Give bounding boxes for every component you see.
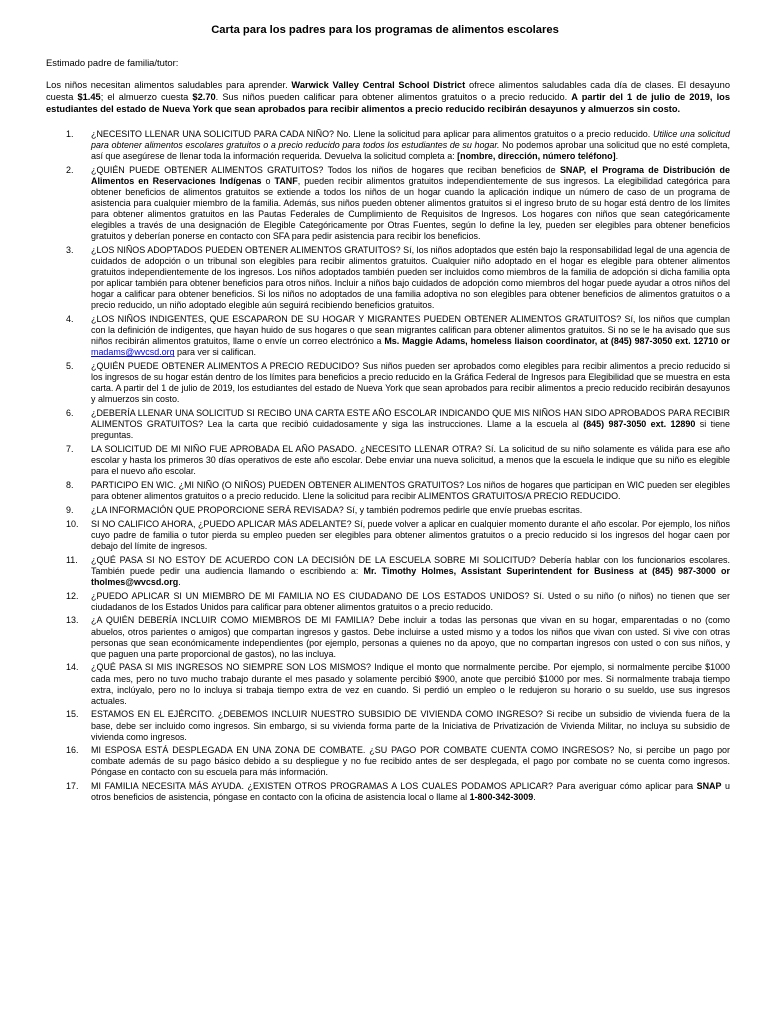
item-number: 8. [66,479,74,490]
item-text: ¿QUÉ PASA SI MIS INGRESOS NO SIEMPRE SON LOS MISMOS? Indique el monto que normalmente percibe. Por ejemplo, si normalmente percibe $1000 cada mes, pero no tuvo mucho trabajo durante el mes pasado y solamente percibió $900, anote que percibió $1000 por mes. Si normalmente trabaja tiempo extra, inclúyalo, pero no lo incluya si trabaja tiempo extra de vez en cuando. Si perdió un empleo o le redujeron su horario o su sueldo, use sus ingresos actuales. [91,662,730,706]
item-number: 6. [66,408,74,419]
item-text: para ver si califican. [174,347,257,358]
intro-text: ; el almuerzo cuesta [100,92,193,103]
lunch-price: $2.70 [192,92,216,103]
item-number: 7. [66,444,74,455]
item-number: 10. [66,518,79,529]
item-text: No podemos aprobar una solicitud que no esté completa, así que asegúrese de llenar toda la información requerida. Devuelva la solicitud completa a: [91,140,730,162]
item-number: 13. [66,615,79,626]
item-number: 17. [66,781,79,792]
intro-notice: A partir del 1 de julio de 2019, los estudiantes del estado de Nueva York que sean aprobados para recibir alimentos a precio reducido recibirán desayunos y almuerzos sin costo. [46,92,731,115]
item-number: 3. [66,245,74,256]
faq-item [46,781,730,803]
program-name: SNAP [696,781,722,792]
faq-item [46,480,730,502]
item-text: ¿QUIÉN PUEDE OBTENER ALIMENTOS A PRECIO REDUCIDO? Sus niños pueden ser aprobados como elegibles para recibir alimentos a precio reducido si los ingresos de su hogar están dentro de los límites para beneficios a precio reducido en la Gráfica Federal de Ingresos para Elegibilidad que se muestra en esta carta. A partir del 1 de julio de 2019, los estudiantes del estado de Nueva York que sean aprobados para recibir alimentos a precio reducido recibirán desayunos y almuerzos sin costo. [91,361,730,405]
item-text: . [615,151,619,162]
item-text: LA SOLICITUD DE MI NIÑO FUE APROBADA EL AÑO PASADO. ¿NECESITO LLENAR OTRA? Sí. La solicitud de su niño solamente es válida para ese año escolar y hasta los primeros 30 días operativos de este año escolar. Debe enviar una nueva solicitud, a menos que la escuela le indique que su niño es elegible para el nuevo año escolar. [91,444,730,477]
intro-text: ofrece alimentos saludables cada día de clases. El desayuno cuesta [46,80,730,103]
intro-paragraph [46,79,730,116]
return-address: [nombre, dirección, número teléfono] [457,151,616,162]
faq-item [46,709,730,742]
faq-item [46,129,730,162]
item-number: 15. [66,709,79,720]
faq-item [46,444,730,477]
item-text: ¿LOS NIÑOS ADOPTADOS PUEDEN OBTENER ALIMENTOS GRATUITOS? Sí, los niños adoptados que estén bajo la responsabilidad legal de una agencia de cuidados de adopción o un tribunal son elegibles para recibir alimentos gratuitos. Cualquier niño adoptado en el hogar es elegible para obtener alimentos gratuitos independientemente de los ingresos. Los niños adoptados también pueden ser incluidos como miembros de la familia de adopción si dicha familia opta por aplicar también para obtener beneficios para otros niños. Incluir a niños bajo cuidados de adopción como miembros del hogar puede ayudar a otros niños del hogar a calificar para obtener beneficios. Si los niños no adoptados de una familia adoptiva no son elegibles para obtener beneficios de alimentos gratuitos o a precio reducido, un niño adoptado elegible aún seguirá recibiendo beneficios gratuitos. [91,245,730,311]
faq-item [46,591,730,613]
faq-item [46,245,730,311]
item-italic-text: Utilice una solicitud para obtener alimentos escolares gratuitos o a precio reducido para todos los estudiantes de su hogar. [91,129,730,151]
faq-item [46,519,730,552]
faq-item [46,555,730,588]
intro-text: . Sus niños pueden calificar para obtener alimentos gratuitos o a precio reducido. [215,92,572,103]
item-text: si tiene preguntas. [91,419,730,441]
item-text: MI FAMILIA NECESITA MÁS AYUDA. ¿EXISTEN OTROS PROGRAMAS A LOS CUALES PODAMOS APLICAR? Para averiguar cómo aplicar para [91,781,697,792]
item-text: ¿LOS NIÑOS INDIGENTES, QUE ESCAPARON DE SU HOGAR Y MIGRANTES PUEDEN OBTENER ALIMENTOS GRATUITOS? Sí, los niños que cumplan con la definición de indigentes, que hayan huido de sus hogares o que sean migrantes califican para obtener alimentos gratuitos. Si no se le ha avisado que sus niños recibirán alimentos gratuitos, llame o envíe un correo electrónico a [91,314,730,347]
item-number: 2. [66,164,74,175]
faq-item [46,361,730,405]
district-name: Warwick Valley Central School District [291,80,466,90]
item-text: ¿QUIÉN PUEDE OBTENER ALIMENTOS GRATUITOS? Todos los niños de hogares que reciban beneficios de [91,164,560,175]
item-text: MI ESPOSA ESTÁ DESPLEGADA EN UNA ZONA DE COMBATE. ¿SU PAGO POR COMBATE CUENTA COMO INGRESOS? No, si percibe un pago por combate además de su pago básico debido a su despliegue y no fue recibido antes de ser desplegada, el pago por combate no se cuenta como ingresos. Póngase en contacto con su escuela para más información. [91,745,730,778]
faq-item [46,745,730,778]
item-text: u otros beneficios de asistencia, póngase en contacto con la oficina de asistencia local o llame al [91,781,730,803]
breakfast-price: $1.45 [77,92,101,103]
email-link[interactable]: madams@wvcsd.org [91,347,175,358]
salutation: Estimado padre de familia/tutor: [46,57,179,68]
item-text: . [533,792,536,803]
contact-info: Ms. Maggie Adams, homeless liaison coordinator, at (845) 987-3050 ext. 12710 or [384,336,730,347]
item-text: ¿LA INFORMACIÓN QUE PROPORCIONE SERÁ REVISADA? Sí, y también podremos pedirle que envíe pruebas escritas. [91,504,583,515]
item-text: SI NO CALIFICO AHORA, ¿PUEDO APLICAR MÁS ADELANTE? Sí, puede volver a aplicar en cualquier momento durante el año escolar. Por ejemplo, los niños cuyo padre de familia o tutor pierda su empleo pueden ser elegibles para obtener alimentos gratuitos o a precio reducido si los ingresos del hogar caen por debajo del límite de ingresos. [91,518,730,551]
school-phone: (845) 987-3050 ext. 12890 [583,419,696,430]
program-name: TANF [274,175,298,186]
item-number: 1. [66,129,74,139]
item-text: ¿QUÉ PASA SI NO ESTOY DE ACUERDO CON LA DECISIÓN DE LA ESCUELA SOBRE MI SOLICITUD? Debería hablar con los funcionarios escolares. También puede pedir una audiencia llamando o escribiendo a: [91,554,730,576]
faq-list [46,129,730,806]
item-text: ¿NECESITO LLENAR UNA SOLICITUD PARA CADA NIÑO? No. Llene la solicitud para aplicar para alimentos gratuitos o a precio reducido. [91,129,653,139]
item-text: ¿A QUIÉN DEBERÍA INCLUIR COMO MIEMBROS DE MI FAMILIA? Debe incluir a todas las personas que vivan en su hogar, emparentadas o no (como abuelos, otros parientes o amigos) que compartan ingresos y gastos. Debe incluirse a usted mismo y a todos los niños que vivan con usted. Si vive con otras personas que sean económicamente independientes (por ejemplo, personas a quienes no da apoyo, que no compartan ingresos con usted o con sus niños, y que paguen una parte proporcional de gastos), no las incluya. [91,615,730,659]
faq-item [46,615,730,659]
item-number: 16. [66,745,79,756]
item-number: 4. [66,314,74,325]
item-text: , pueden recibir alimentos gratuitos independientemente de sus ingresos. La elegibilidad categórica para obtener beneficios de alimentos gratuitos se extiende a todos los niños de un hogar cuando la aplicación indique un número de caso de un programa de asistencia para cualquier miembro de la familia. Además, sus niños pueden obtener alimentos gratuitos si el ingreso bruto de su hogar está dentro de los límites para obtener alimentos gratuitos en las Pautas Federales de Cumplimiento de Requisitos de Ingresos. Los hogares con niños que sean categóricamente elegibles a través de una designación de Elegible Categóricamente por Otras Fuentes, según lo define la ley, pueden ser elegibles para obtener beneficios gratuitos y deberían ponerse en contacto con SFA para pedir asistencia para recibir los beneficios. [91,175,731,242]
item-number: 12. [66,590,79,601]
item-number: 14. [66,662,79,673]
faq-item [46,165,730,242]
faq-item [46,314,730,358]
item-number: 9. [66,504,74,515]
intro-text: Los niños necesitan alimentos saludables para aprender. [46,80,292,90]
item-text: o [261,175,275,186]
faq-item [46,408,730,441]
item-number: 5. [66,361,74,372]
program-name: SNAP, el Programa de Distribución de Alimentos en Reservaciones Indígenas [91,164,730,186]
item-text: ¿PUEDO APLICAR SI UN MIEMBRO DE MI FAMILIA NO ES CIUDADANO DE LOS ESTADOS UNIDOS? Sí. Usted o su niño (o niños) no tienen que ser ciudadanos de los Estados Unidos para calificar para obtener alimentos gratuitos o a precio reducido. [91,590,730,612]
contact-info: Mr. Timothy Holmes, Assistant Superintendent for Business at (845) 987-3000 or tholmes@wvcsd.org [91,565,730,587]
faq-item [46,505,730,516]
item-text: PARTICIPO EN WIC. ¿MI NIÑO (O NIÑOS) PUEDEN OBTENER ALIMENTOS GRATUITOS? Los niños de hogares que participan en WIC pueden ser elegibles para obtener alimentos gratuitos o a precio reducido. Llene la solicitud para recibir ALIMENTOS GRATUITOS/A PRECIO REDUCIDO. [91,479,730,502]
item-text: ESTAMOS EN EL EJÉRCITO. ¿DEBEMOS INCLUIR NUESTRO SUBSIDIO DE VIVIENDA COMO INGRESO? Si recibe un subsidio de vivienda fuera de la base, debe ser incluido como ingresos. Sin embargo, si su vivienda forma parte de la Iniciativa de Privatización de Vivienda Militar, no incluya su subsidio de vivienda como ingresos. [91,709,730,742]
item-text: . [178,576,181,587]
item-number: 11. [66,554,78,565]
page-title: Carta para los padres para los programas de alimentos escolares [211,24,559,36]
help-phone: 1-800-342-3009 [469,792,534,803]
item-text: ¿DEBERÍA LLENAR UNA SOLICITUD SI RECIBO UNA CARTA ESTE AÑO ESCOLAR INDICANDO QUE MIS NIÑOS HAN SIDO APROBADOS PARA RECIBIR ALIMENTOS GRATUITOS? Lea la carta que recibió cuidadosamente y siga las instrucciones. Llame a la escuela al [91,408,730,430]
faq-item [46,662,730,706]
